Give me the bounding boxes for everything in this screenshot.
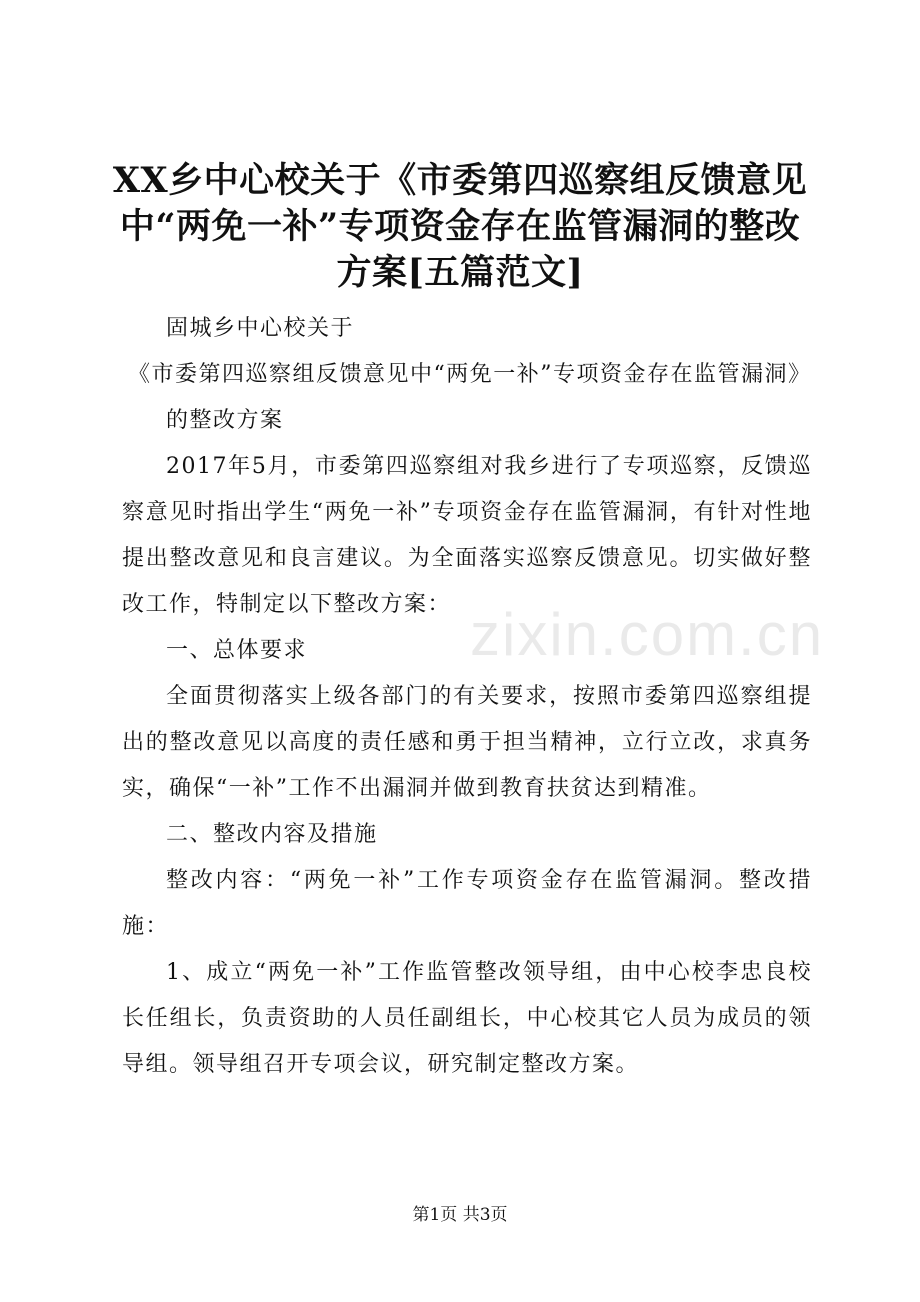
paragraph: 《市委第四巡察组反馈意见中“两免一补”专项资金存在监管漏洞》 <box>128 362 812 387</box>
section-heading: 一、总体要求 <box>166 638 308 663</box>
paragraph: 2017年5月，市委第四巡察组对我乡进行了专项巡察，反馈巡察意见时指出学生“两免一补”专项资金存在监管漏洞，有针对性地提出整改意见和良言建议。为全面落实巡察反馈意见。切实做好整改工作，特制定以下整改方案： <box>122 454 812 617</box>
watermark: zixin.com.cn <box>470 601 825 668</box>
paragraph: 的整改方案 <box>166 408 284 433</box>
paragraph: 全面贯彻落实上级各部门的有关要求，按照市委第四巡察组提出的整改意见以高度的责任感和勇于担当精神，立行立改，求真务实，确保“一补”工作不出漏洞并做到教育扶贫达到精准。 <box>122 684 812 801</box>
paragraph: 1、成立“两免一补”工作监管整改领导组，由中心校李忠良校长任组长，负责资助的人员任副组长，中心校其它人员为成员的领导组。领导组召开专项会议，研究制定整改方案。 <box>122 960 812 1077</box>
paragraph: 固城乡中心校关于 <box>166 316 355 341</box>
paragraph: 整改内容：“两免一补”工作专项资金存在监管漏洞。整改措施： <box>122 868 812 939</box>
section-heading: 二、整改内容及措施 <box>166 822 378 847</box>
document-body <box>122 306 812 1088</box>
document-title: XX乡中心校关于《市委第四巡察组反馈意见中“两免一补”专项资金存在监管漏洞的整改方案[五篇范文] <box>112 160 808 293</box>
page-footer: 第1页 共3页 <box>412 1205 508 1225</box>
